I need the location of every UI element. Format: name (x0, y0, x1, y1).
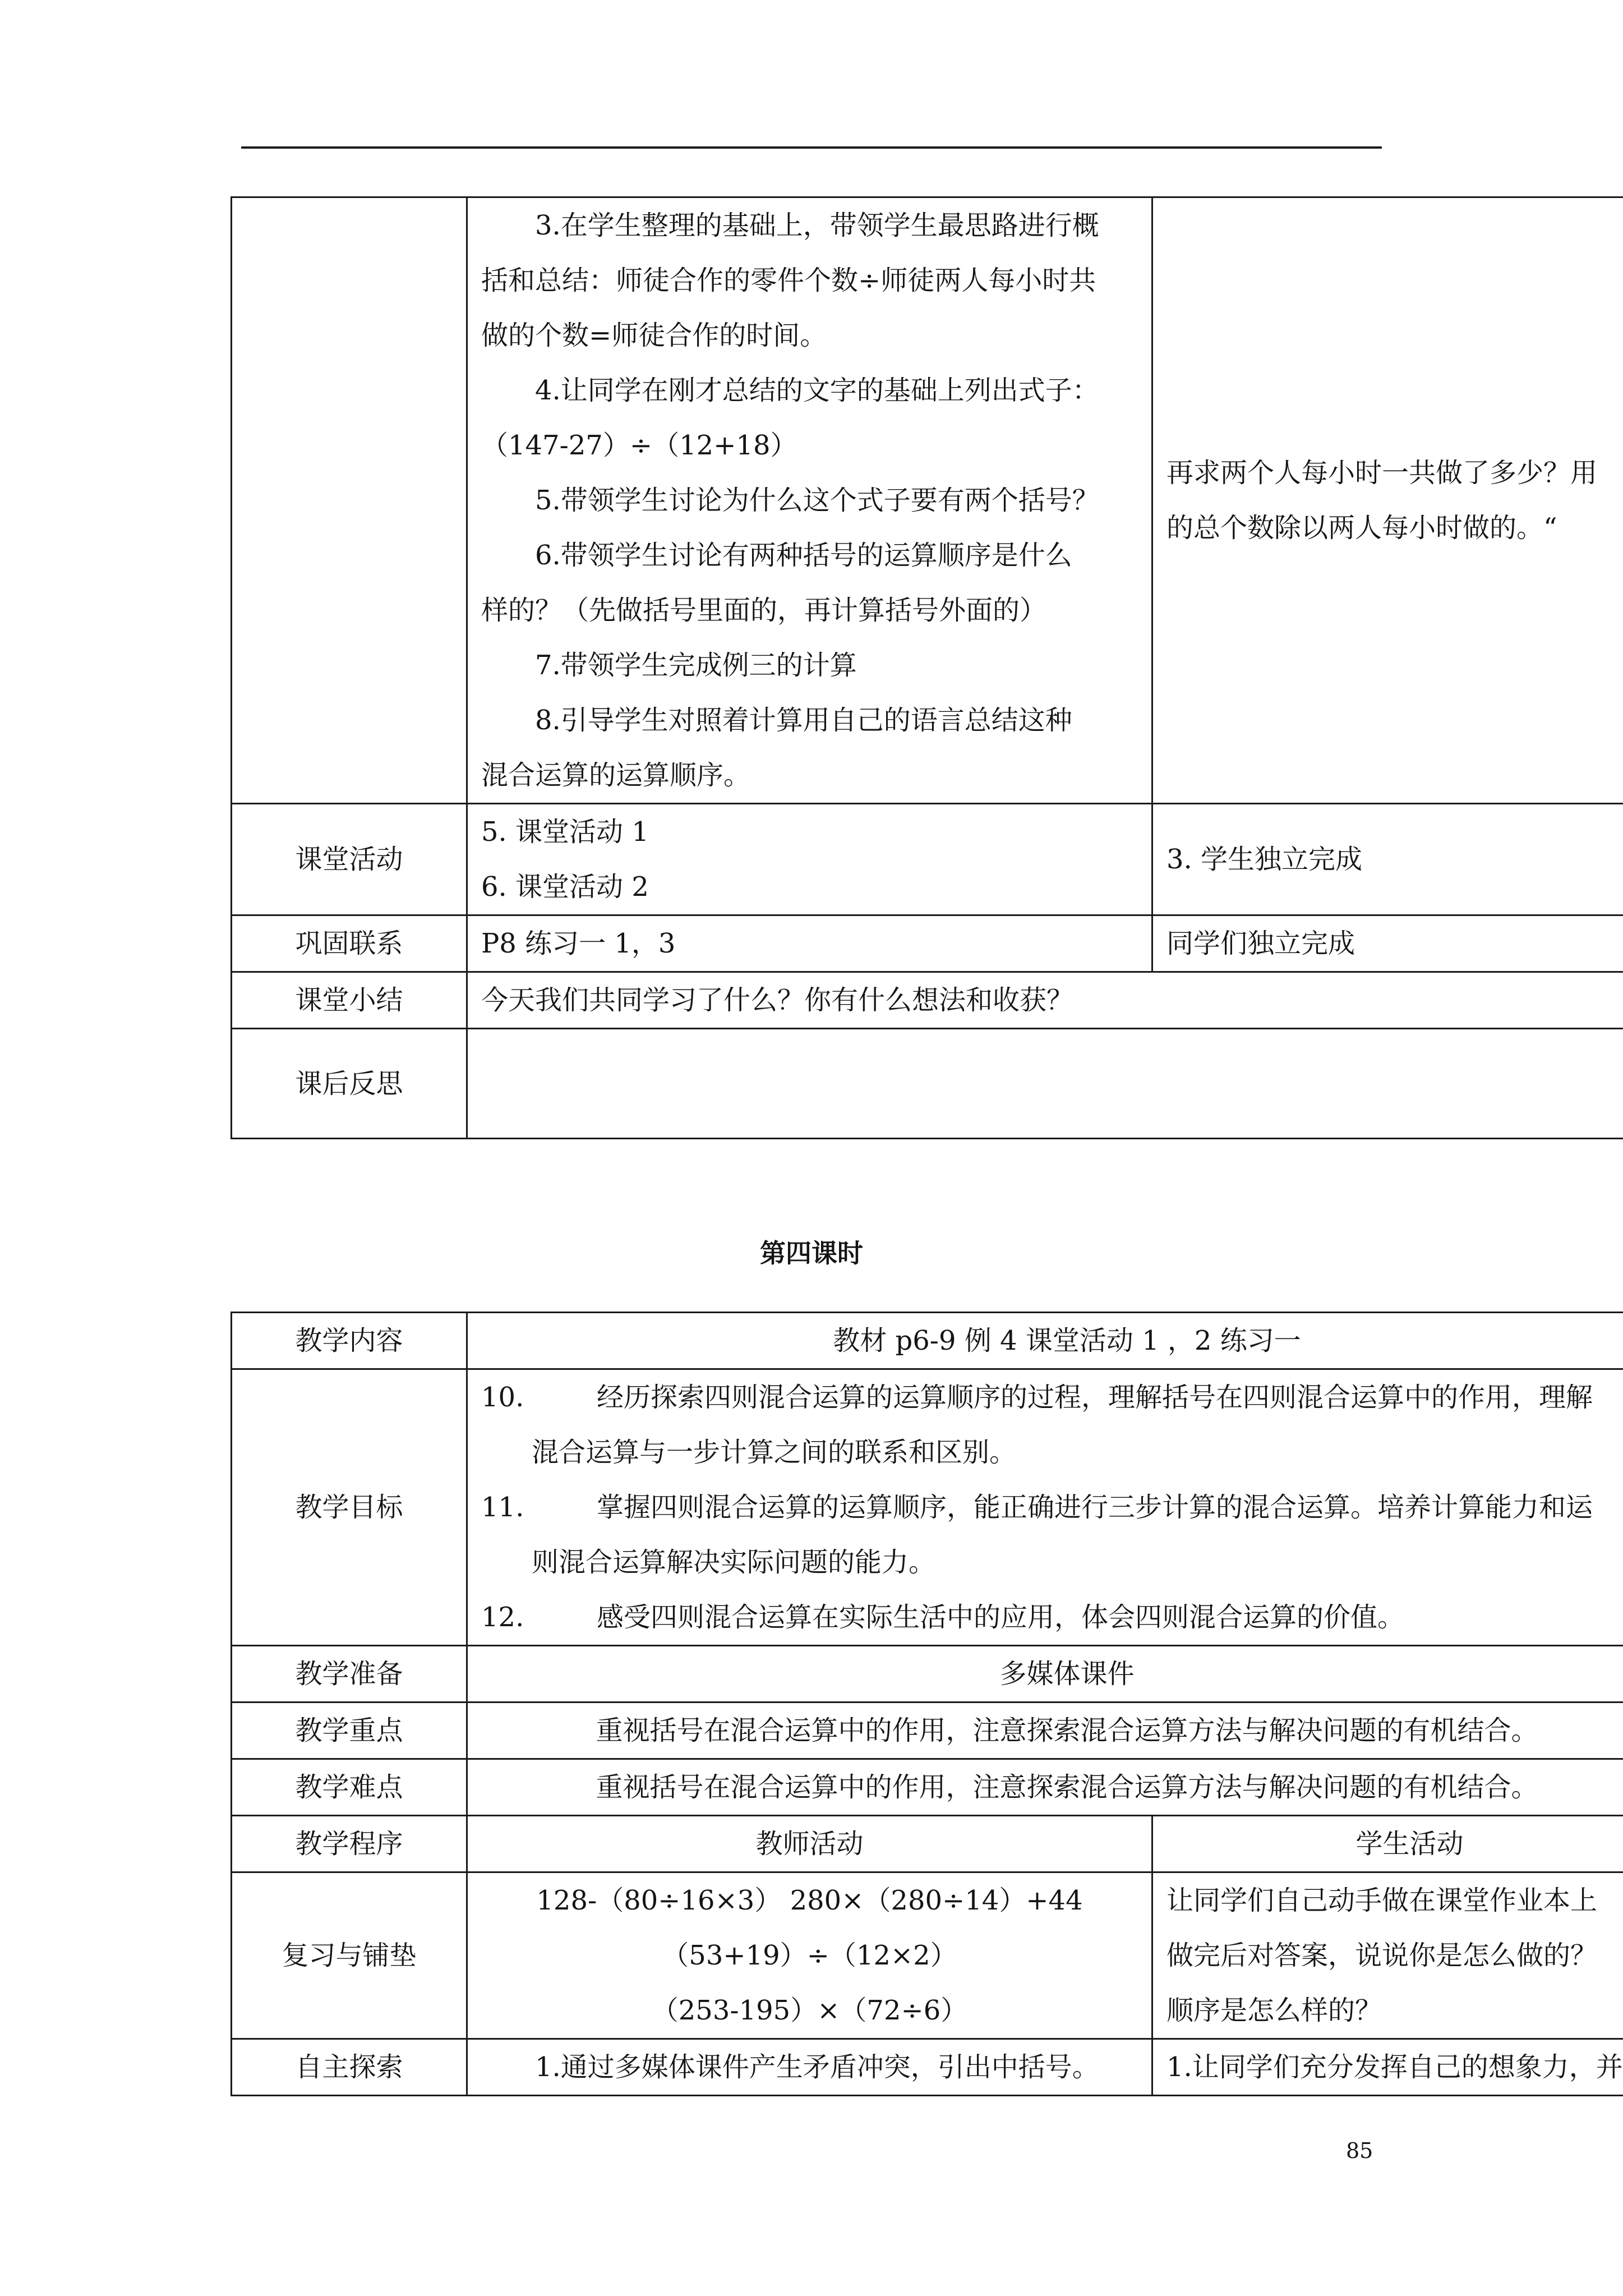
row-label-prep: 教学准备 (232, 1646, 467, 1703)
goal-text: 经历探索四则混合运算的运算顺序的过程，理解括号在四则混合运算中的作用，理解 (597, 1382, 1593, 1413)
table-row (232, 1872, 1623, 2039)
row-label-goals: 教学目标 (232, 1369, 467, 1646)
row-label-summary: 课堂小结 (232, 972, 467, 1029)
goal-text: 感受四则混合运算在实际生活中的应用，体会四则混合运算的价值。 (597, 1602, 1405, 1633)
teacher-activity-header: 教师活动 (467, 1816, 1152, 1872)
table-row (232, 915, 1623, 972)
review-expression: 128-（80÷16×3） 280×（280÷14）+44 (536, 1885, 1083, 1916)
practice-teacher-cell: P8 练习一 1，3 (467, 915, 1152, 972)
goal-number: 10. (481, 1382, 524, 1413)
teacher-step: 4.让同学在刚才总结的文字的基础上列出式子： (535, 375, 1099, 406)
teacher-step: 5.带领学生讨论为什么这个式子要有两个括号？ (535, 485, 1099, 516)
goal-number: 12. (481, 1602, 524, 1633)
row-label-practice: 巩固联系 (232, 915, 467, 972)
page-number: 85 (1346, 2138, 1373, 2163)
review-teacher-cell (467, 1872, 1152, 2039)
teacher-step: 3.在学生整理的基础上，带领学生最思路进行概 (535, 210, 1099, 241)
row-label-procedure: 教学程序 (232, 1816, 467, 1872)
table-row (232, 1646, 1623, 1703)
teacher-step: 做的个数=师徒合作的时间。 (481, 320, 827, 351)
row-label-explore: 自主探索 (232, 2039, 467, 2096)
row-label-key: 教学重点 (232, 1703, 467, 1759)
table-row (232, 804, 1623, 915)
table-row (232, 1759, 1623, 1816)
row-label-reflection: 课后反思 (232, 1029, 467, 1139)
table-row (232, 1029, 1623, 1139)
explore-teacher-text: 1.通过多媒体课件产生矛盾冲突，引出中括号。 (535, 2051, 1099, 2083)
teacher-steps-cell (467, 197, 1152, 804)
goal-text: 掌握四则混合运算的运算顺序，能正确进行三步计算的混合运算。培养计算能力和运 (597, 1492, 1593, 1523)
student-activity-header: 学生活动 (1152, 1816, 1623, 1872)
review-student-line: 顺序是怎么样的？ (1166, 1995, 1382, 2026)
review-expression: （53+19）÷（12×2） (662, 1940, 957, 1971)
practice-student-cell: 同学们独立完成 (1152, 915, 1623, 972)
table-row (232, 1703, 1623, 1759)
table-row (232, 1313, 1623, 1369)
goal-item (481, 1480, 1623, 1535)
table-row (232, 2039, 1623, 2096)
activity-item: 6. 课堂活动 2 (481, 871, 649, 903)
row-label-activity: 课堂活动 (232, 804, 467, 915)
teacher-step: 6.带领学生讨论有两种括号的运算顺序是什么 (535, 540, 1072, 571)
goal-number: 11. (481, 1492, 524, 1523)
summary-cell: 今天我们共同学习了什么？你有什么想法和收获？ (467, 972, 1623, 1029)
review-student-line: 做完后对答案，说说你是怎么做的？ (1166, 1940, 1598, 1971)
review-expression: （253-195）×（72÷6） (651, 1995, 968, 2026)
prep-cell: 多媒体课件 (467, 1646, 1623, 1703)
teacher-step: 8.引导学生对照着计算用自己的语言总结这种 (535, 705, 1072, 736)
table-row (232, 1369, 1623, 1646)
goal-item (481, 1590, 1623, 1645)
explore-teacher-cell (467, 2039, 1152, 2096)
student-notes-cell (1152, 197, 1623, 804)
row-label-review: 复习与铺垫 (232, 1872, 467, 2039)
goal-text-cont: 则混合运算解决实际问题的能力。 (532, 1547, 936, 1578)
goal-item (481, 1370, 1623, 1425)
activity-teacher-cell (467, 804, 1152, 915)
table-row (232, 972, 1623, 1029)
student-note: 再求两个人每小时一共做了多少？用 (1166, 457, 1598, 489)
review-student-cell (1152, 1872, 1623, 2039)
activity-item: 5. 课堂活动 1 (481, 816, 649, 848)
reflection-cell (467, 1029, 1623, 1139)
teacher-step: 混合运算的运算顺序。 (481, 760, 751, 791)
teacher-step: （147-27）÷（12+18） (481, 430, 797, 461)
review-student-line: 让同学们自己动手做在课堂作业本上 (1166, 1885, 1598, 1916)
section-title: 第四课时 (760, 1238, 863, 1268)
student-note: 的总个数除以两人每小时做的。“ (1166, 512, 1557, 544)
teacher-step: 括和总结：师徒合作的零件个数÷师徒两人每小时共 (481, 265, 1096, 296)
activity-student-cell: 3. 学生独立完成 (1152, 804, 1623, 915)
teacher-step: 样的？（先做括号里面的，再计算括号外面的） (481, 595, 1047, 626)
header-rule (241, 146, 1382, 149)
lesson-table-4 (230, 1312, 1623, 2096)
row-label-content: 教学内容 (232, 1313, 467, 1369)
goal-text-cont: 混合运算与一步计算之间的联系和区别。 (532, 1437, 1017, 1468)
lesson-table-continued (230, 196, 1623, 1139)
label-cell-empty (232, 197, 467, 804)
difficulty-cell: 重视括号在混合运算中的作用，注意探索混合运算方法与解决问题的有机结合。 (467, 1759, 1623, 1816)
table-row (232, 197, 1623, 804)
teacher-step: 7.带领学生完成例三的计算 (535, 650, 857, 681)
key-cell: 重视括号在混合运算中的作用，注意探索混合运算方法与解决问题的有机结合。 (467, 1703, 1623, 1759)
table-row (232, 1816, 1623, 1872)
explore-student-cell: 1.让同学们充分发挥自己的想象力，并 (1152, 2039, 1623, 2096)
goals-cell (467, 1369, 1623, 1646)
row-label-difficulty: 教学难点 (232, 1759, 467, 1816)
content-cell: 教材 p6-9 例 4 课堂活动 1 ，2 练习一 (467, 1313, 1623, 1369)
